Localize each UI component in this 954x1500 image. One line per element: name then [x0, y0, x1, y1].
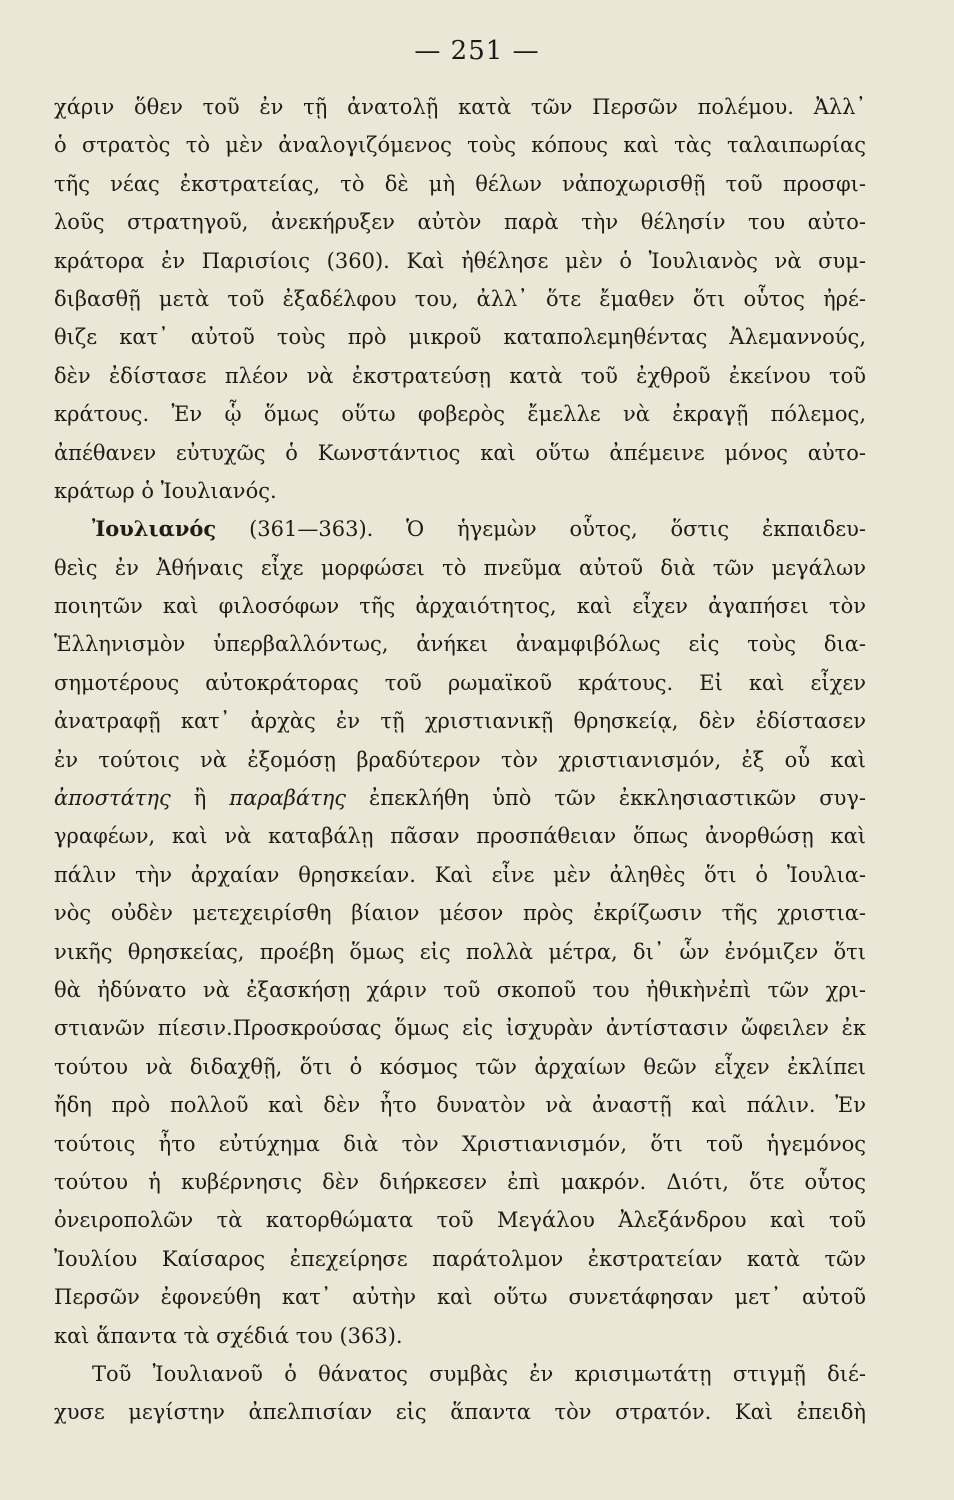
text-line: [54, 971, 866, 1009]
text-line: [54, 587, 866, 625]
text-segment: καὶ ἅπαντα τὰ σχέδιά του (363).: [54, 1323, 403, 1348]
text-segment: ἤδη πρὸ πολλοῦ καὶ δὲν ἦτο δυνατὸν νὰ ἀναστῇ καὶ πάλιν. Ἐν: [54, 1093, 866, 1118]
text-segment: γραφέων, καὶ νὰ καταβάλῃ πᾶσαν προσπάθειαν ὅπως ἀνορθώσῃ καὶ: [54, 824, 866, 849]
text-line: [54, 1125, 866, 1163]
text-line: [54, 625, 866, 663]
text-line: [54, 1048, 866, 1086]
text-segment: (361—363). Ὁ ἡγεμὼν οὗτος, ὅστις ἐκπαιδευ-: [216, 517, 866, 542]
text-line: [54, 203, 866, 241]
text-segment: θιζε κατ᾽ αὐτοῦ τοὺς πρὸ μικροῦ καταπολεμηθέντας Ἀλεμαννούς,: [54, 325, 866, 350]
text-line: [54, 779, 866, 817]
text-segment: κράτους. Ἐν ᾧ ὅμως οὕτω φοβερὸς ἔμελλε νὰ ἐκραγῇ πόλεμος,: [54, 402, 866, 427]
text-segment: δὲν ἐδίστασε πλέον νὰ ἐκστρατεύσῃ κατὰ τοῦ ἐχθροῦ ἐκείνου τοῦ: [54, 363, 866, 388]
text-segment: τούτου ἡ κυβέρνησις δὲν διήρκεσεν ἐπὶ μακρόν. Διότι, ὅτε οὗτος: [54, 1169, 866, 1194]
emphasized-term: ἀποστάτης: [54, 786, 171, 811]
text-line: [54, 1278, 866, 1316]
text-segment: ἐν τούτοις νὰ ἐξομόσῃ βραδύτερον τὸν χριστιανισμόν, ἐξ οὗ καὶ: [54, 747, 866, 772]
text-line: [54, 933, 866, 971]
text-line: [54, 165, 866, 203]
text-line: [54, 1201, 866, 1239]
text-line: [54, 1240, 866, 1278]
text-line: [54, 1355, 866, 1393]
text-segment: χάριν ὅθεν τοῦ ἐν τῇ ἀνατολῇ κατὰ τῶν Περσῶν πολέμου. Ἀλλ᾽: [54, 95, 866, 119]
text-line: [54, 856, 866, 894]
text-segment: ἐπεκλήθη ὑπὸ τῶν ἐκκλησιαστικῶν συγ-: [346, 786, 866, 811]
text-segment: Περσῶν ἐφονεύθη κατ᾽ αὐτὴν καὶ οὕτω συνετάφησαν μετ᾽ αὐτοῦ: [54, 1285, 866, 1310]
text-segment: Ἰουλίου Καίσαρος ἐπεχείρησε παράτολμον ἐκστρατείαν κατὰ τῶν: [54, 1246, 866, 1271]
text-segment: ἀπέθανεν εὐτυχῶς ὁ Κωνστάντιος καὶ οὕτω ἀπέμεινε μόνος αὐτο-: [54, 440, 866, 465]
text-line: [54, 242, 866, 280]
text-line: [54, 817, 866, 855]
text-line: [54, 664, 866, 702]
text-segment: Τοῦ Ἰουλιανοῦ ὁ θάνατος συμβὰς ἐν κρισιμωτάτῃ στιγμῇ διέ-: [92, 1361, 866, 1386]
text-segment: ἀνατραφῇ κατ᾽ ἀρχὰς ἐν τῇ χριστιανικῇ θρησκείᾳ, δὲν ἐδίστασεν: [54, 709, 866, 734]
text-line: [54, 395, 866, 433]
text-line: [54, 1393, 866, 1431]
text-segment: ὁ στρατὸς τὸ μὲν ἀναλογιζόμενος τοὺς κόπους καὶ τὰς ταλαιπωρίας: [54, 133, 866, 158]
text-line: [54, 741, 866, 779]
text-segment: νικῆς θρησκείας, προέβη ὅμως εἰς πολλὰ μέτρα, δι᾽ ὧν ἐνόμιζεν ὅτι: [54, 939, 866, 964]
text-line: [54, 472, 866, 510]
text-line: [54, 1009, 866, 1047]
text-segment: σημοτέρους αὐτοκράτορας τοῦ ρωμαϊκοῦ κράτους. Εἰ καὶ εἶχεν: [54, 670, 866, 695]
text-segment: κράτορα ἐν Παρισίοις (360). Καὶ ἠθέλησε μὲν ὁ Ἰουλιανὸς νὰ συμ-: [54, 248, 866, 273]
emphasized-term: παραβάτης: [229, 786, 347, 811]
text-segment: ὀνειροπολῶν τὰ κατορθώματα τοῦ Μεγάλου Ἀλεξάνδρου καὶ τοῦ: [54, 1208, 866, 1233]
text-segment: λοῦς στρατηγοῦ, ἀνεκήρυξεν αὐτὸν παρὰ τὴν θέλησίν του αὐτο-: [54, 210, 866, 235]
text-segment: χυσε μεγίστην ἀπελπισίαν εἰς ἅπαντα τὸν στρατόν. Καὶ ἐπειδὴ: [54, 1400, 866, 1425]
text-segment: θὰ ἠδύνατο νὰ ἐξασκήσῃ χάριν τοῦ σκοποῦ του ἠθικὴνἐπὶ τῶν χρι-: [54, 977, 866, 1002]
page-number: — 251 —: [414, 36, 540, 66]
text-line: [54, 318, 866, 356]
text-line: [54, 280, 866, 318]
text-segment: στιανῶν πίεσιν.Προσκρούσας ὅμως εἰς ἰσχυρὰν ἀντίστασιν ὤφειλεν ἐκ: [54, 1016, 866, 1041]
text-segment: θεὶς ἐν Ἀθήναις εἶχε μορφώσει τὸ πνεῦμα αὐτοῦ διὰ τῶν μεγάλων: [54, 555, 866, 580]
body-text: [54, 88, 866, 1432]
text-line: [54, 126, 866, 164]
text-line: [54, 1163, 866, 1201]
text-segment: ἢ: [170, 786, 230, 811]
text-line: [54, 88, 866, 126]
text-segment: τούτου νὰ διδαχθῇ, ὅτι ὁ κόσμος τῶν ἀρχαίων θεῶν εἶχεν ἐκλίπει: [54, 1054, 866, 1079]
text-segment: ποιητῶν καὶ φιλοσόφων τῆς ἀρχαιότητος, καὶ εἶχεν ἀγαπήσει τὸν: [54, 594, 866, 619]
text-segment: διβασθῇ μετὰ τοῦ ἐξαδέλφου του, ἀλλ᾽ ὅτε ἔμαθεν ὅτι οὗτος ἠρέ-: [54, 286, 866, 311]
text-line: [54, 357, 866, 395]
text-segment: πάλιν τὴν ἀρχαίαν θρησκείαν. Καὶ εἶνε μὲν ἀληθὲς ὅτι ὁ Ἰουλια-: [54, 862, 866, 887]
text-line: [54, 1317, 866, 1355]
text-segment: νὸς οὐδὲν μετεχειρίσθη βίαιον μέσον πρὸς ἐκρίζωσιν τῆς χριστια-: [54, 901, 866, 926]
text-line: [54, 434, 866, 472]
text-segment: τούτοις ἦτο εὐτύχημα διὰ τὸν Χριστιανισμόν, ὅτι τοῦ ἡγεμόνος: [54, 1131, 866, 1156]
text-line: [54, 510, 866, 548]
text-line: [54, 894, 866, 932]
text-line: [54, 1086, 866, 1124]
text-segment: κράτωρ ὁ Ἰουλιανός.: [54, 478, 277, 503]
text-segment: Ἑλληνισμὸν ὑπερβαλλόντως, ἀνήκει ἀναμφιβόλως εἰς τοὺς δια-: [54, 632, 866, 657]
text-line: [54, 549, 866, 587]
text-segment: τῆς νέας ἐκστρατείας, τὸ δὲ μὴ θέλων νἀποχωρισθῇ τοῦ προσφι-: [54, 171, 866, 196]
section-heading: Ἰουλιανός: [92, 516, 217, 542]
text-line: [54, 702, 866, 740]
